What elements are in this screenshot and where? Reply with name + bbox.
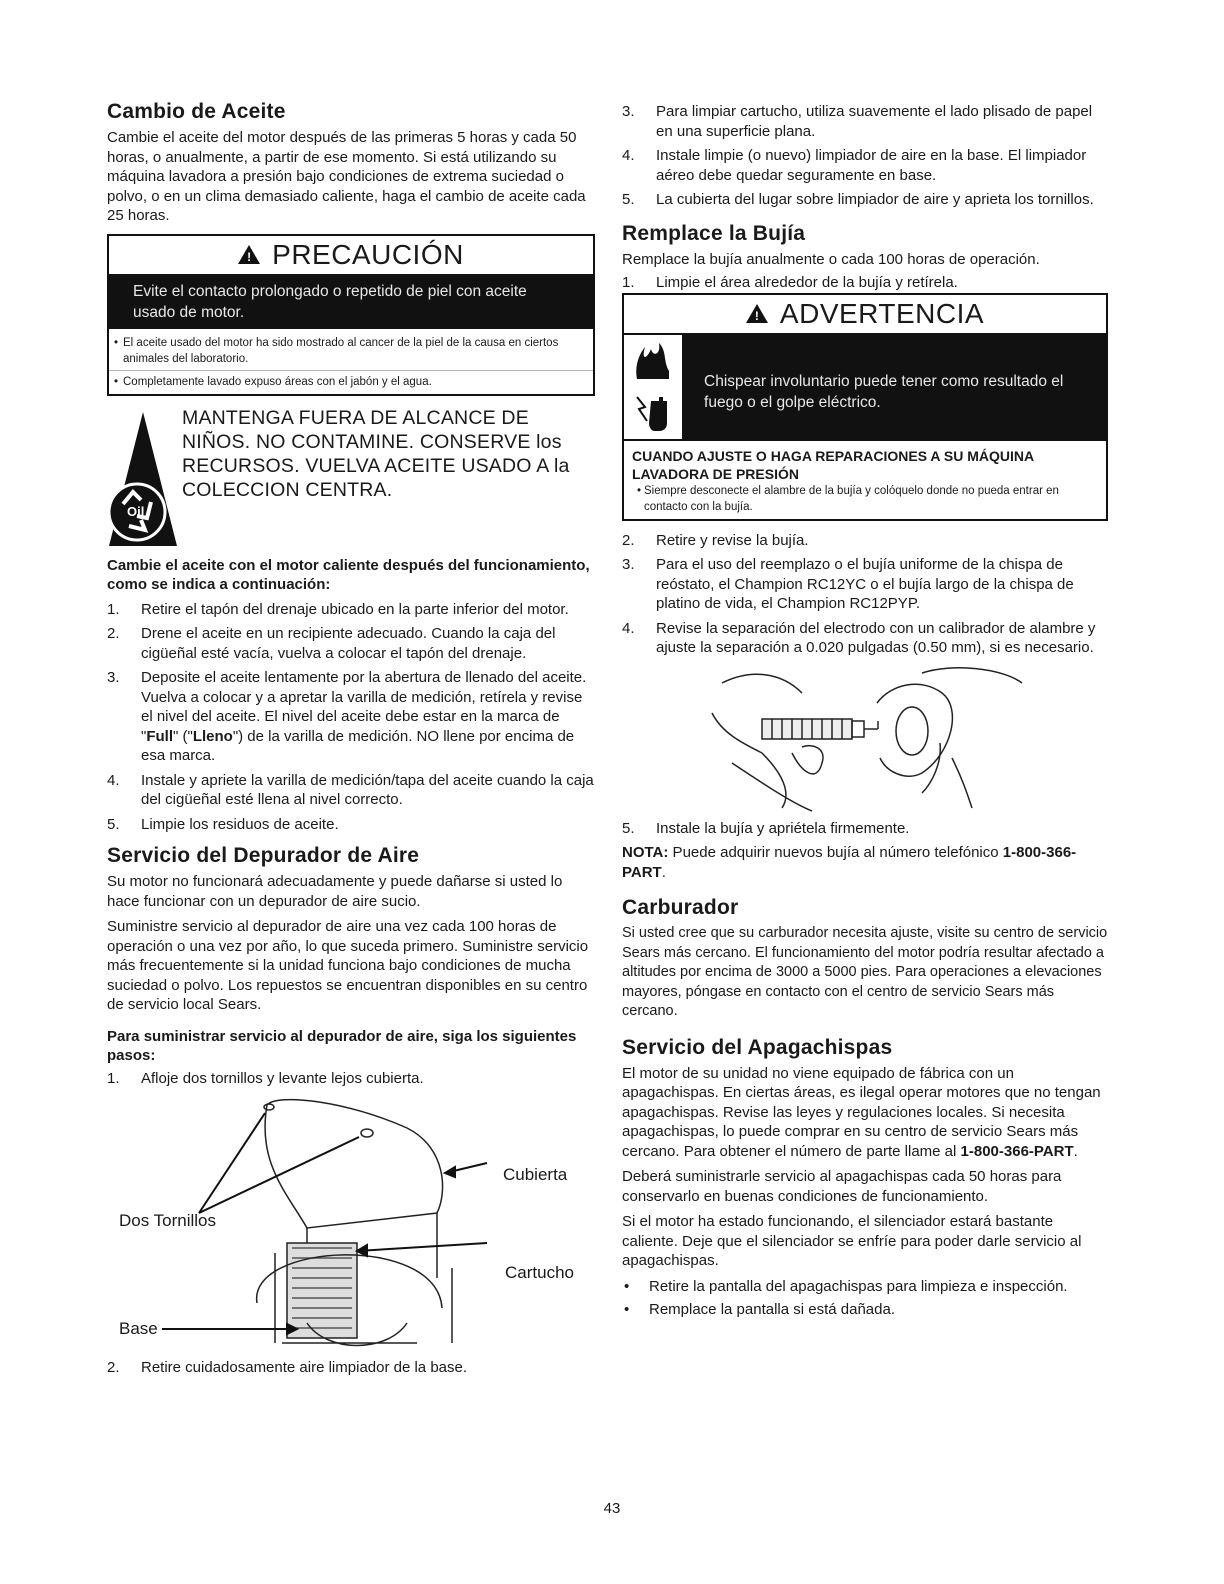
list-item: • Retire la pantalla del apagachispas para limpieza e inspección. [622,1277,1108,1297]
caution-bullet: • El aceite usado del motor ha sido mostrado al cancer de la piel de la causa en ciertos animales del laboratorio. [109,335,593,367]
caution-title: PRECAUCIÓN [272,238,464,270]
list-item: 1. Afloje dos tornillos y levante lejos cubierta. [107,1069,424,1087]
shock-icon [627,387,679,439]
list-item: 4. Instale limpie (o nuevo) limpiador de aire en la base. El limpiador aéreo debe quedar seguramente en base. [622,147,1087,184]
list-item: 5. La cubierta del lugar sobre limpiador de aire y aprieta los tornillos. [622,191,1094,208]
oil-change-title: Cambio de Aceite [107,100,286,123]
carburetor-text: Si usted cree que su carburador necesita ajuste, visite su centro de servicio Sears más cercano. El funcionamiento del motor podría resultar afectado a altitudes por encima de 3000 a 5000 pies. Para operaciones a elevaciones mayores, póngase en contacto con el centro de servicio Sears más cercano. [622,925,1108,1019]
spark-steps-list [622,531,1108,658]
spark-plug-drawing [622,663,1108,813]
list-item: 4. Instale y apriete la varilla de medición/tapa del aceite cuando la caja del cigüeñal esté llena al nivel correcto. [107,771,594,808]
oil-change-intro: Cambie el aceite del motor después de las primeras 5 horas y cada 50 horas, o anualmente, a partir de ese momento. Si está utilizando su máquina lavadora a presión bajo condiciones de extrema suciedad o polvo, o en un clima demasiado caliente, haga el cambio de aceite cada 25 horas. [107,129,586,224]
air-cleaner-figure [107,1093,595,1358]
warning-icons [624,335,684,439]
spark-arrestor-p1: El motor de su unidad no viene equipado de fábrica con un apagachispas. En ciertas áreas, es ilegal operar motores que no tengan apagachispas. Revise las leyes y regulaciones locales. Si necesita apagachispas, lo puede comprar en su centro de servicio Sears más cercano. Para obtener el número de parte llame al 1-800-366-PART. [622,1064,1101,1160]
caution-band: Evite el contacto prolongado o repetido de piel con aceite usado de motor. [109,276,593,329]
oil-steps-list [107,600,595,835]
page-number: 43 [603,1500,621,1517]
warning-panel [624,335,1106,439]
left-column [107,100,595,1383]
list-item: 3. Para limpiar cartucho, utiliza suavemente el lado plisado de papel en una superficie plana. [622,103,1093,140]
air-cleaner-title: Servicio del Depurador de Aire [107,844,420,867]
note: NOTA: Puede adquirir nuevos bujía al número telefónico 1-800-366-PART. [622,844,1077,881]
label-cover: Cubierta [503,1165,568,1184]
recycle-notice [107,406,595,556]
air-steps-heading: Para suministrar servicio al depurador de aire, siga los siguientes pasos: [107,1027,577,1064]
air-cleaner-p2: Suministre servicio al depurador de aire una vez cada 100 horas de operación o una vez por año, lo que suceda primero. Suministre servicio más frecuentemente si la unidad funciona bajo condiciones de mucha suciedad o polvo. Los repuestos se encuentran disponibles en su centro de servicio local Sears. [107,918,589,1013]
spark-plug-intro: Remplace la bujía anualmente o cada 100 horas de operación. [622,250,1040,268]
caution-box [107,234,595,396]
list-item: 2. Retire cuidadosamente aire limpiador de la base. [107,1359,468,1376]
spark-arrestor-p2: Deberá suministrarle servicio al apagachispas cada 50 horas para conservarlo en buenas condiciones de funcionamiento. [622,1168,1062,1205]
warning-triangle-icon: ! [746,304,768,323]
list-item: 2. Retire y revise la bujía. [622,531,809,549]
recycle-text: MANTENGA FUERA DE ALCANCE DE NIÑOS. NO CONTAMINE. CONSERVE los RECURSOS. VUELVA ACEITE USADO A la COLECCION CENTRA. [182,406,570,501]
warning-box [622,293,1108,521]
warning-triangle-icon: ! [238,245,260,264]
label-screws: Dos Tornillos [119,1211,217,1230]
list-item: • Remplace la pantalla si está dañada. [622,1300,1108,1320]
warning-band: Chispear involuntario puede tener como resultado el fuego o el golpe eléctrico. [704,372,1064,411]
caution-bullets [109,329,593,394]
list-item: 1. Limpie el área alrededor de la bujía y retírela. [622,274,958,291]
caution-bullet: • Completamente lavado expuso áreas con el jabón y el agua. [109,374,593,390]
list-item: 1. Retire el tapón del drenaje ubicado en la parte inferior del motor. [107,600,569,618]
right-column [622,102,1108,1324]
air-steps-list [622,102,1108,210]
label-base: Base [119,1319,158,1338]
spark-plug-figure [622,663,1108,813]
warning-subtitle: CUANDO AJUSTE O HAGA REPARACIONES A SU MÁQUINA LAVADORA DE PRESIÓN [632,447,1034,482]
label-cartridge: Cartucho [505,1263,574,1282]
spark-arrestor-bullets [622,1277,1108,1320]
list-item: 2. Drene el aceite en un recipiente adecuado. Cuando la caja del cigüeñal esté vacía, vuelva a colocar el tapón del drenaje. [107,625,556,662]
fire-icon [627,335,679,387]
spark-arrestor-title: Servicio del Apagachispas [622,1035,893,1059]
warning-title: ADVERTENCIA [779,297,985,329]
caution-header [109,236,593,276]
warning-bullet: • Siempre desconecte el alambre de la bujía y colóquelo donde no pueda entrar en contacto con la bujía. [632,483,1098,515]
list-item: 5. Instale la bujía y apriételа firmemente. [622,819,910,837]
recycle-oil-text: Oil [127,503,145,519]
list-item: 3. Deposite el aceite lentamente por la abertura de llenado del aceite. Vuelva a colocar y a apretar la varilla de medición, retírela y revise el nivel del aceite. El nivel del aceite debe estar en la marca de "Full" ("Lleno") de la varilla de medición. NO llene por encima de esa marca. [107,669,587,764]
air-cleaner-p1: Su motor no funcionará adecuadamente y puede dañarse si usted lo hace funcionar con un depurador de aire sucio. [107,873,563,910]
warning-header [624,295,1106,335]
warning-details [624,439,1106,519]
oil-steps-heading: Cambie el aceite con el motor caliente después del funcionamiento, como se indica a continuación: [107,556,590,593]
list-item: 5. Limpie los residuos de aceite. [107,815,339,833]
list-item: 4. Revise la separación del electrodo con un calibrador de alambre y ajuste la separación a 0.020 pulgadas (0.50 mm), si es necesario. [622,619,1096,656]
list-item: 3. Para el uso del reemplazo o el bujía uniforme de la chispa de reóstato, el Champion RC12YC o el bujía largo de la chispa de platino de vida, el Champion RC12PYP. [622,556,1074,612]
spark-plug-title: Remplace la Bujía [622,221,806,245]
carburetor-title: Carburador [622,896,739,919]
spark-arrestor-p3: Si el motor ha estado funcionando, el silenciador estará bastante caliente. Deje que el silenciador se enfríe para poder darle servicio al apagachispas. [622,1213,1082,1269]
recycle-oil-icon [99,404,179,554]
